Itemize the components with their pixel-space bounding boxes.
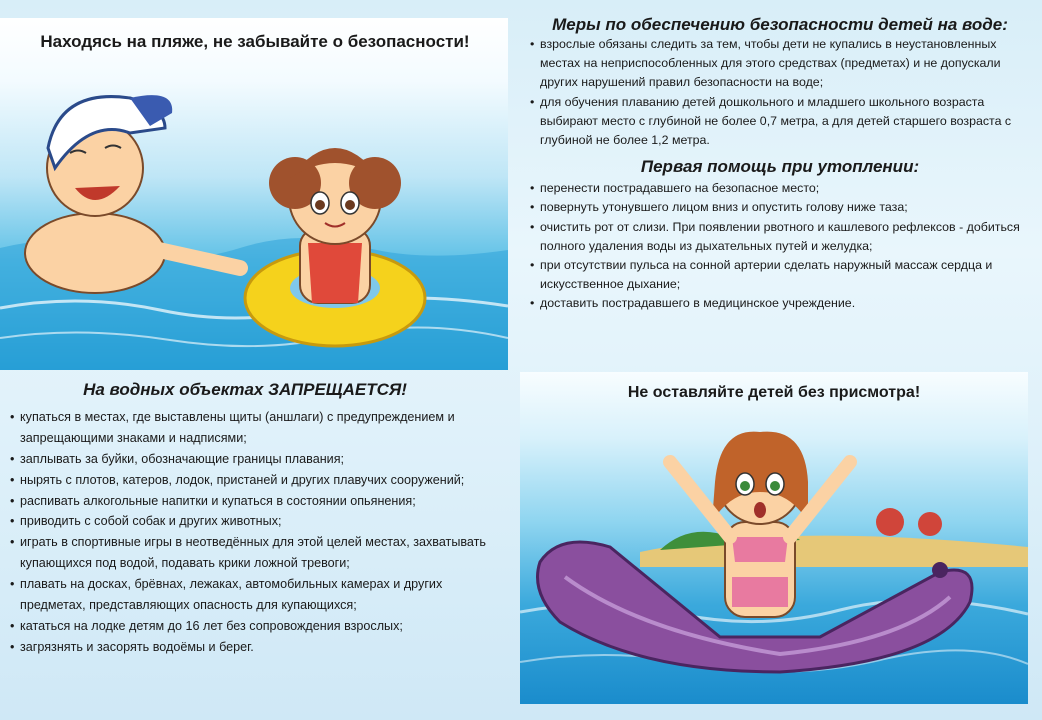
prohibited-list: [10, 407, 510, 658]
list-item: • купаться в местах, где выставлены щиты (аншлаги) с предупреждением и запрещающими знаками и надписями;: [10, 407, 510, 449]
list-item: • перенести пострадавшего на безопасное место;: [530, 179, 1030, 198]
children-swimming-drawing: [0, 18, 508, 370]
list-item: • кататься на лодке детям до 16 лет без сопровождения взрослых;: [10, 616, 510, 637]
first-aid-section: [530, 156, 1030, 313]
unattended-caption: Не оставляйте детей без присмотра!: [627, 384, 921, 401]
beach-safety-illustration: [0, 18, 508, 370]
prohibited-title: На водных объектах ЗАПРЕЩАЕТСЯ!: [83, 380, 407, 399]
girl-on-mattress-drawing: [520, 372, 1028, 704]
list-item: • нырять с плотов, катеров, лодок, пристаней и других плавучих сооружений;: [10, 470, 510, 491]
list-item: • доставить пострадавшего в медицинское учреждение.: [530, 294, 1030, 313]
list-item: • повернуть утонувшего лицом вниз и опустить голову ниже таза;: [530, 198, 1030, 217]
beach-caption: Находясь на пляже, не забывайте о безопасности!: [40, 32, 470, 51]
list-item: • играть в спортивные игры в неотведённых для этой целей местах, захватывать купающихся под водой, подавать крики ложной тревоги;: [10, 532, 510, 574]
safety-measures-title: Меры по обеспечению безопасности детей на воде:: [552, 15, 1008, 34]
unattended-child-illustration: [520, 372, 1028, 704]
list-item: • загрязнять и засорять водоёмы и берег.: [10, 637, 510, 658]
safety-measures-section: [530, 14, 1030, 314]
list-item: • плавать на досках, брёвнах, лежаках, автомобильных камерах и других предметах, представляющих опасность для купающихся;: [10, 574, 510, 616]
first-aid-title: Первая помощь при утоплении:: [640, 157, 920, 177]
list-item: • приводить с собой собак и других животных;: [10, 511, 510, 532]
list-item: • распивать алкогольные напитки и купаться в состоянии опьянения;: [10, 491, 510, 512]
first-aid-list: [530, 179, 1030, 313]
list-item: • для обучения плаванию детей дошкольного и младшего школьного возраста выбирают место с глубиной не более 0,7 метра, а для детей старшего возраста с глубиной не более 1,2 метра.: [530, 93, 1030, 151]
list-item: • очистить рот от слизи. При появлении рвотного и кашлевого рефлексов - добиться полного удаления воды из дыхательных путей и желудка;: [530, 218, 1030, 256]
boy-figure: [25, 95, 240, 293]
list-item: • при отсутствии пульса на сонной артерии сделать наружный массаж сердца и искусственное дыхание;: [530, 256, 1030, 294]
girl-figure: [670, 432, 850, 617]
safety-measures-list: [530, 35, 1030, 150]
prohibited-section: [10, 380, 510, 658]
list-item: • заплывать за буйки, обозначающие границы плавания;: [10, 449, 510, 470]
list-item: • взрослые обязаны следить за тем, чтобы дети не купались в неустановленных местах на неприспособленных для этого средствах (предметах) и не допускали других нарушений правил безопасности на воде;: [530, 35, 1030, 93]
